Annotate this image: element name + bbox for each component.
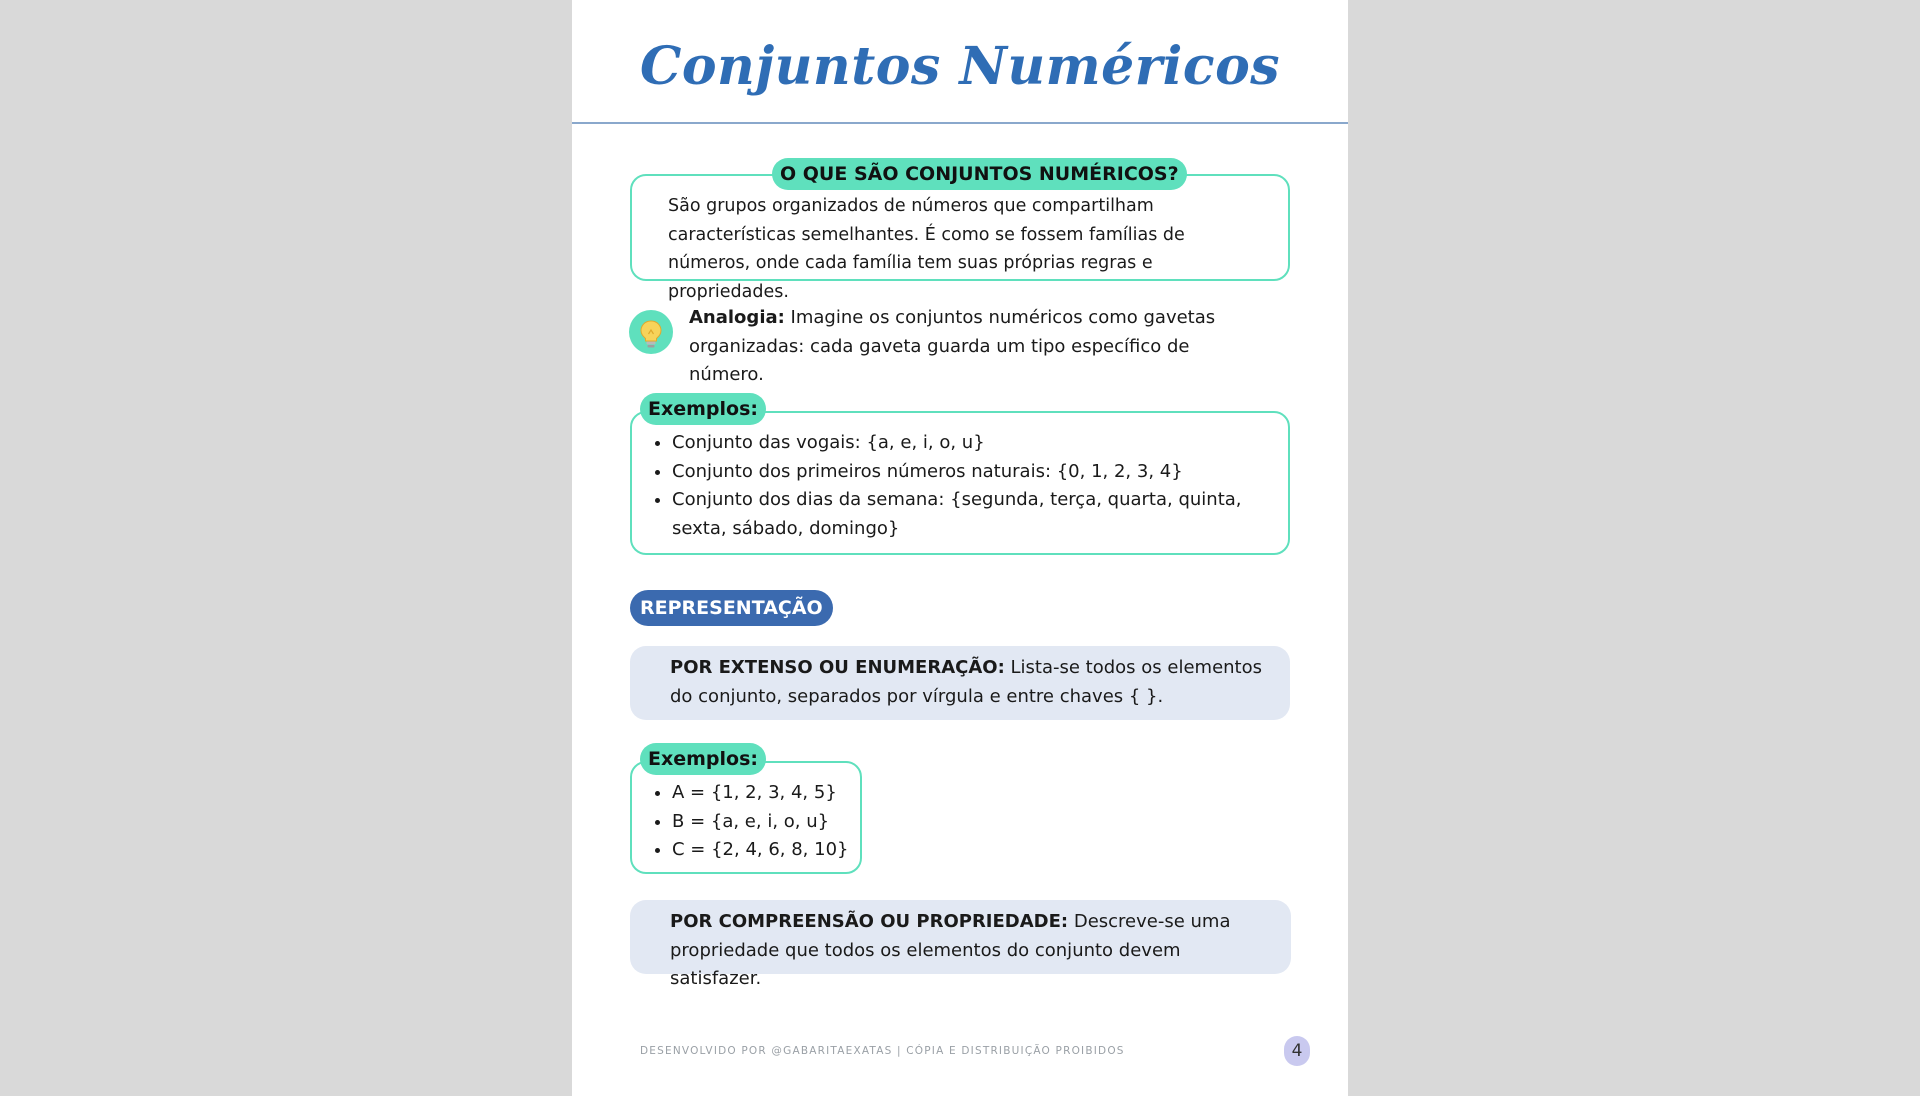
compreensao-text [670,908,1270,994]
list-item: • A = {1, 2, 3, 4, 5} [672,779,872,808]
lightbulb-icon [629,310,673,354]
definition-text: São grupos organizados de números que compartilham características semelhantes. É como se fossem famílias de números, onde cada família tem suas próprias regras e propriedades. [668,196,1185,302]
page-title: Conjuntos Numéricos [639,36,1281,97]
title-divider [572,122,1348,124]
document-page [572,0,1348,1096]
compreensao-body: Descreve-se uma propriedade que todos os elementos do conjunto devem satisfazer. [670,911,1231,989]
analogy-body: Imagine os conjuntos numéricos como gavetas organizadas: cada gaveta guarda um tipo específico de número. [689,307,1216,385]
analogy-label: Analogia: [689,307,785,328]
examples-box-2 [630,761,862,874]
definition-box [630,174,1290,302]
enumeracao-label: POR EXTENSO OU ENUMERAÇÃO: [670,657,1005,678]
examples-heading: Exemplos: [640,393,766,425]
representacao-heading: REPRESENTAÇÃO [630,590,833,626]
enumeracao-text [670,654,1270,711]
page-number: 4 [1284,1036,1310,1066]
list-item: • Conjunto dos primeiros números naturais: {0, 1, 2, 3, 4} [672,458,1282,487]
examples-list-2 [648,779,872,865]
enumeracao-box [630,646,1290,720]
examples-list [648,429,1282,543]
list-item: • B = {a, e, i, o, u} [672,808,872,837]
examples-heading-2: Exemplos: [640,743,766,775]
enumeracao-body: Lista-se todos os elementos do conjunto, separados por vírgula e entre chaves { }. [670,657,1263,707]
definition-heading: O QUE SÃO CONJUNTOS NUMÉRICOS? [772,158,1187,190]
list-item: • C = {2, 4, 6, 8, 10} [672,836,872,865]
examples-box [630,411,1290,555]
compreensao-box [630,900,1291,989]
footer-text: DESENVOLVIDO POR @GABARITAEXATAS | CÓPIA E DISTRIBUIÇÃO PROIBIDOS [640,1045,1125,1057]
compreensao-label: POR COMPREENSÃO OU PROPRIEDADE: [670,911,1069,932]
list-item: • Conjunto dos dias da semana: {segunda, terça, quarta, quinta, sexta, sábado, domingo} [672,486,1282,543]
analogy-text [689,304,1249,390]
list-item: • Conjunto das vogais: {a, e, i, o, u} [672,429,1282,458]
